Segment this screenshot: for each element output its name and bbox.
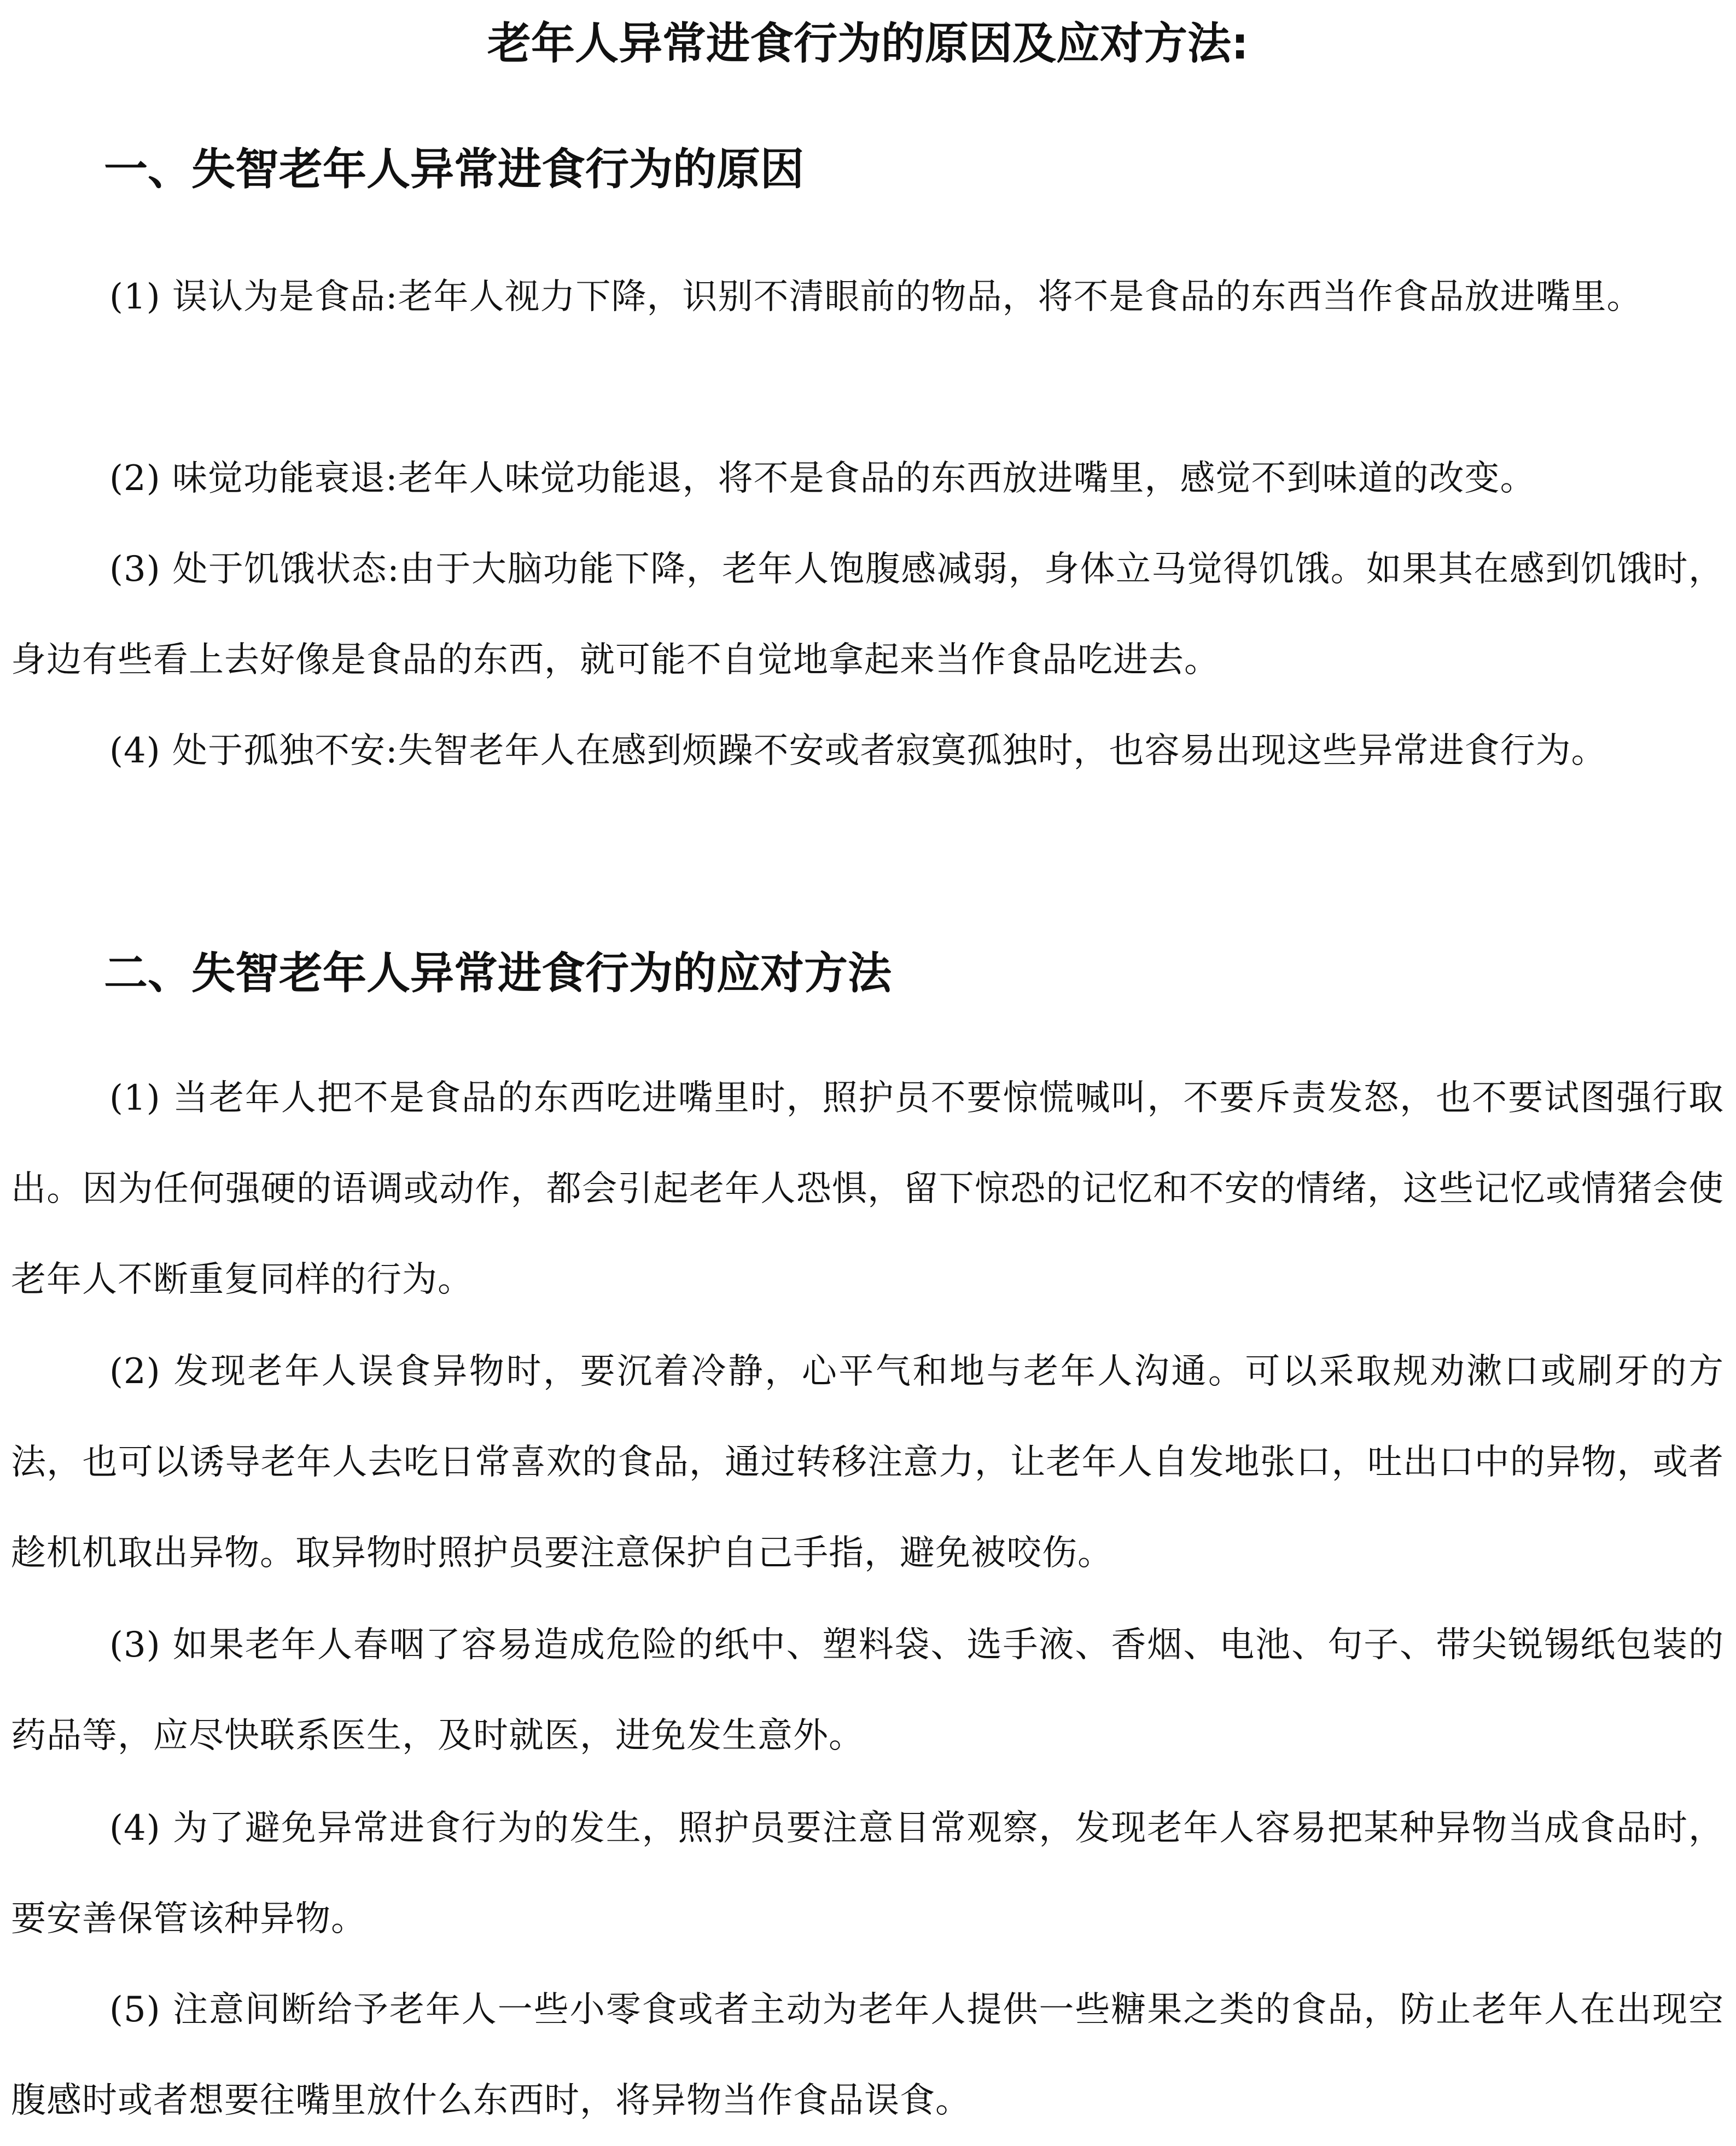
document-title: 老年人异常进食行为的原因及应对方法:	[487, 18, 1249, 69]
paragraph: (2) 味觉功能衰退:老年人味觉功能退，将不是食品的东西放进嘴里，感觉不到味道的改变。	[109, 458, 1536, 499]
section-heading-causes: 一、失智老年人异常进食行为的原因	[104, 144, 804, 195]
paragraph: (2) 发现老年人误食异物时，要沉着冷静，心平气和地与老年人沟通。可以采取规劝漱口或刷牙的方法，也可以诱导老年人去吃日常喜欢的食品，通过转移注意力，让老年人自发地张口，吐出口中的异物，或者趁机机取出异物。取异物时照护员要注意保护自己手指，避免被咬伤。	[11, 1351, 1724, 1573]
paragraph: (1) 误认为是食品:老年人视力下降，识别不清眼前的物品，将不是食品的东西当作食品放进嘴里。	[109, 277, 1642, 317]
paragraph: (4) 处于孤独不安:失智老年人在感到烦躁不安或者寂寞孤独时，也容易出现这些异常进食行为。	[109, 731, 1607, 771]
section-heading-methods: 二、失智老年人异常进食行为的应对方法	[104, 948, 892, 999]
paragraph: (4) 为了避免异常进食行为的发生，照护员要注意目常观察，发现老年人容易把某种异物当成食品时，要安善保管该种异物。	[11, 1808, 1724, 1939]
paragraph: (1) 当老年人把不是食品的东西吃进嘴里时，照护员不要惊慌喊叫，不要斥责发怒，也不要试图强行取出。因为任何强硬的语调或动作，都会引起老年人恐惧，留下惊恐的记忆和不安的情绪，这些记忆或情猪会使老年人不断重复同样的行为。	[11, 1078, 1724, 1300]
paragraph: (3) 处于饥饿状态:由于大脑功能下降，老年人饱腹感减弱，身体立马觉得饥饿。如果其在感到饥饿时，身边有些看上去好像是食品的东西，就可能不自觉地拿起来当作食品吃进去。	[11, 549, 1724, 680]
paragraph: (3) 如果老年人春咽了容易造成危险的纸中、塑料袋、选手液、香烟、电池、句子、带尖锐锡纸包装的药品等，应尽快联系医生，及时就医，进免发生意外。	[11, 1625, 1724, 1756]
paragraph: (5) 注意间断给予老年人一些小零食或者主动为老年人提供一些糖果之类的食品，防止老年人在出现空腹感时或者想要往嘴里放什么东西时，将异物当作食品误食。	[11, 1990, 1724, 2121]
